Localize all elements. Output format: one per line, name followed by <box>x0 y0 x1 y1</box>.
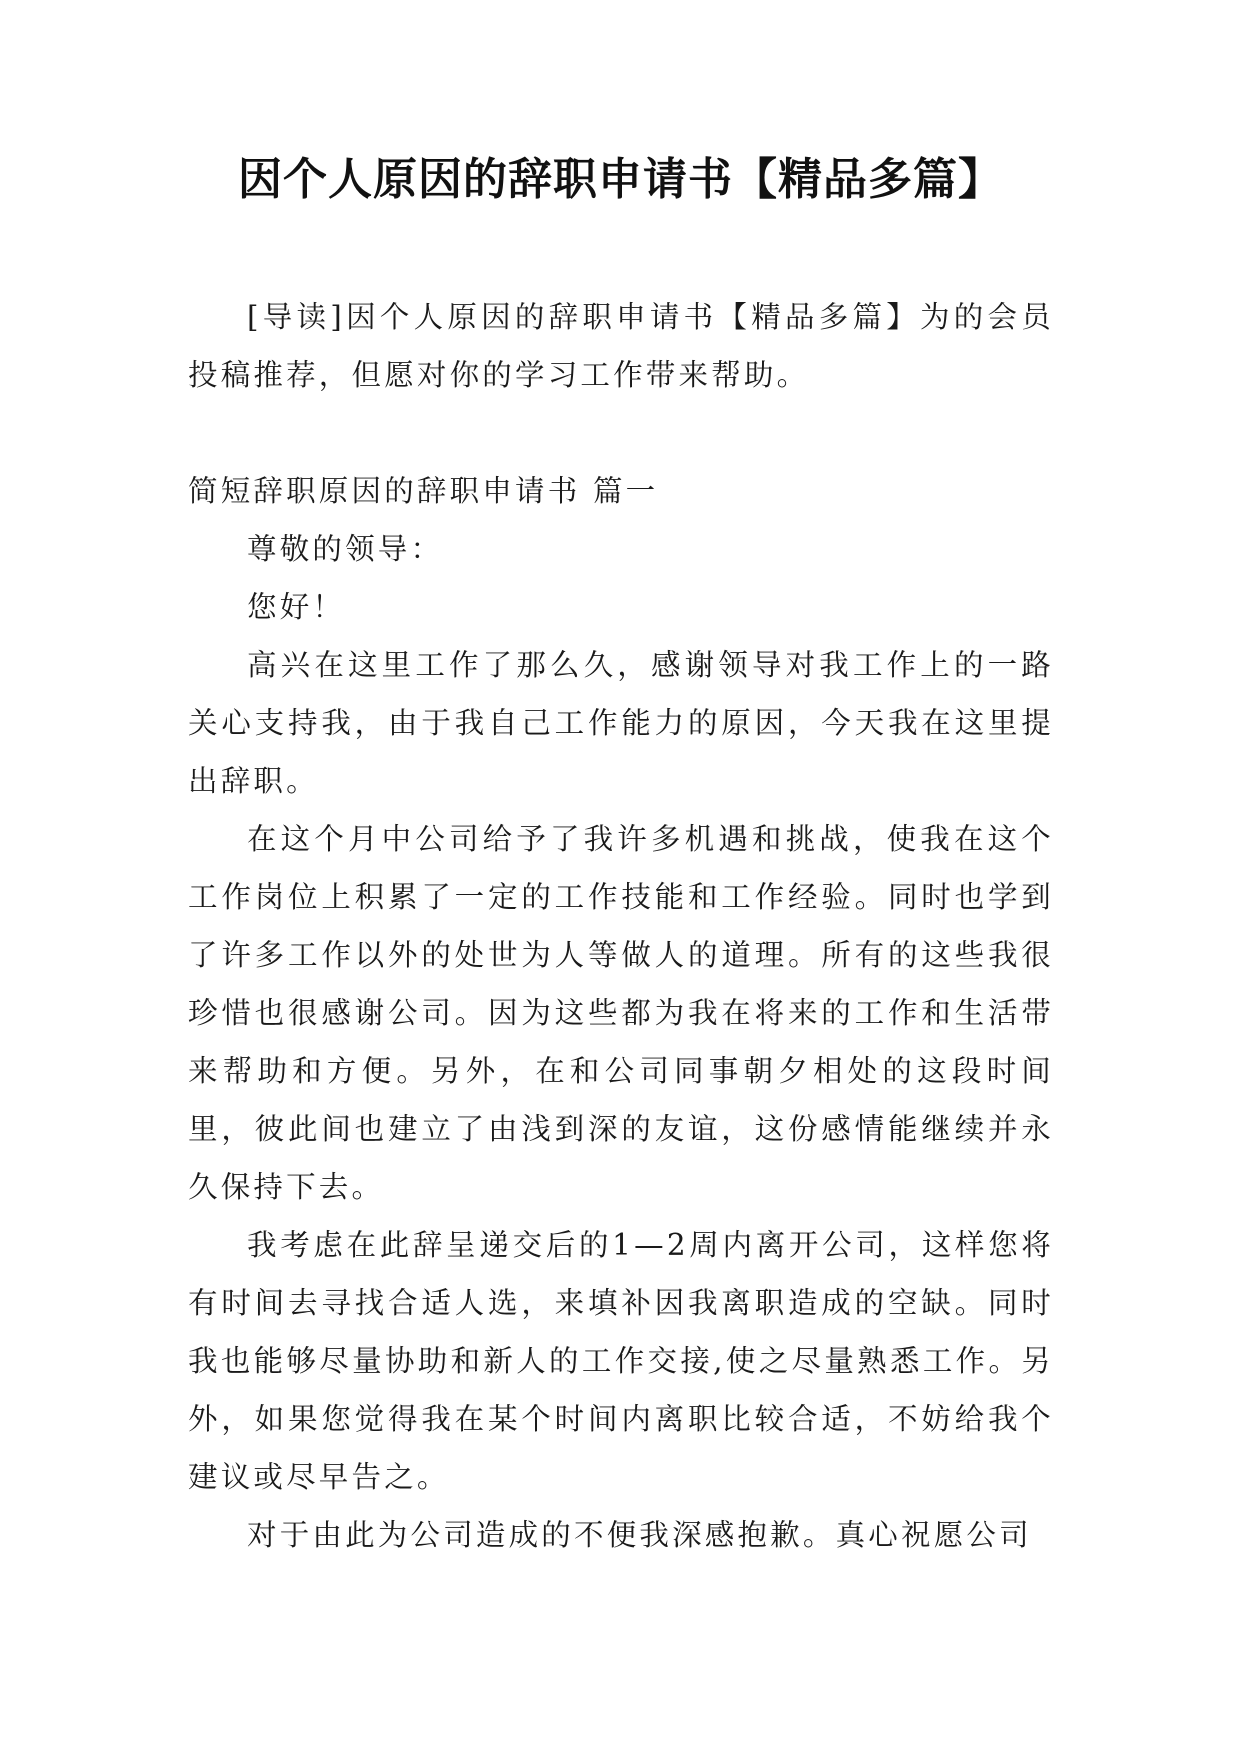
salutation: 尊敬的领导： <box>247 532 444 566</box>
body-paragraph: 在这个月中公司给予了我许多机遇和挑战，使我在这个工作岗位上积累了一定的工作技能和工作经验。同时也学到了许多工作以外的处世为人等做人的道理。所有的这些我很珍惜也很感谢公司。因为这些都为我在将来的工作和生活带来帮助和方便。另外，在和公司同事朝夕相处的这段时间里，彼此间也建立了由浅到深的友谊，这份感情能继续并永久保持下去。 <box>188 822 1054 1204</box>
greeting: 您好！ <box>247 590 346 624</box>
body-paragraph: 我考虑在此辞呈递交后的1—2周内离开公司，这样您将有时间去寻找合适人选，来填补因我离职造成的空缺。同时我也能够尽量协助和新人的工作交接,使之尽量熟悉工作。另外，如果您觉得我在某个时间内离职比较合适，不妨给我个建议或尽早告之。 <box>188 1228 1054 1494</box>
intro-paragraph: [导读]因个人原因的辞职申请书【精品多篇】为的会员投稿推荐，但愿对你的学习工作带来帮助。 <box>188 300 1054 392</box>
document-title: 因个人原因的辞职申请书【精品多篇】 <box>238 154 1003 205</box>
section-gap <box>188 404 1054 462</box>
section-heading: 简短辞职原因的辞职申请书 篇一 <box>188 474 659 508</box>
document-body <box>188 288 1054 1564</box>
body-paragraph: 对于由此为公司造成的不便我深感抱歉。真心祝愿公司 <box>247 1518 1032 1552</box>
body-paragraph: 高兴在这里工作了那么久，感谢领导对我工作上的一路关心支持我，由于我自己工作能力的原因，今天我在这里提出辞职。 <box>188 648 1054 798</box>
